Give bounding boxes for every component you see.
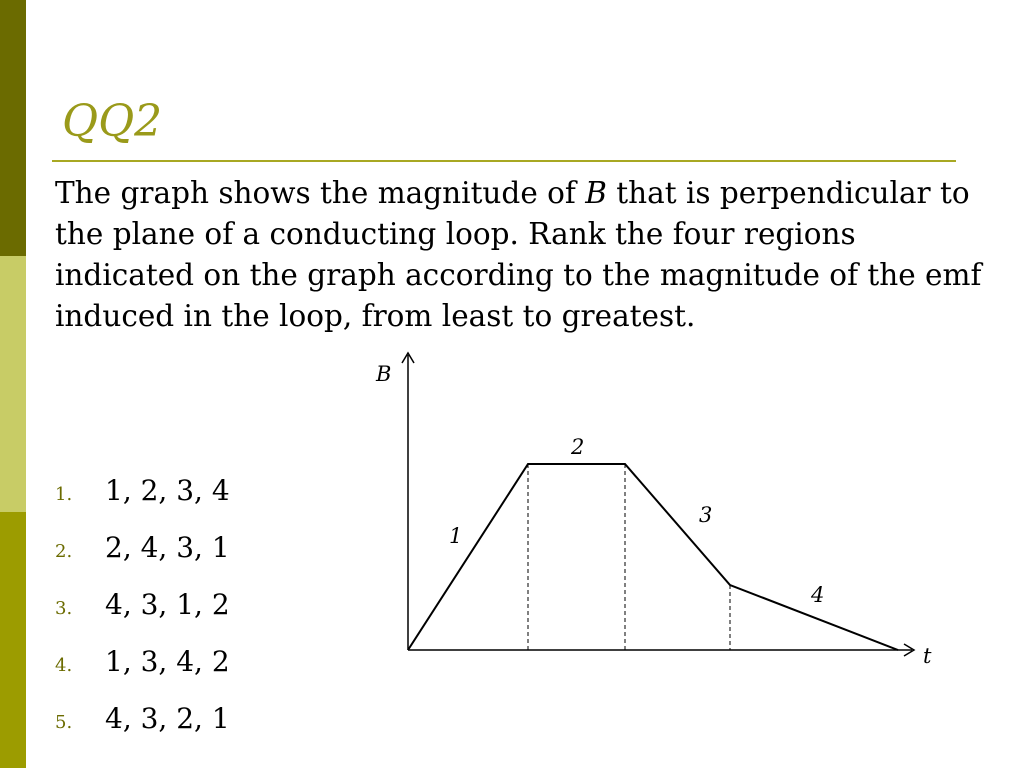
sidebar-band-top	[0, 0, 26, 256]
question-part-2: that is perpendicular to the plane of a conducting loop. Rank the four regions indicated on the graph according to the magnitude of the emf induced in the loop, from least to greatest.	[55, 176, 982, 333]
sidebar-band-middle	[0, 256, 26, 512]
title-divider	[52, 160, 956, 162]
answer-number: 3.	[55, 598, 73, 619]
answer-number: 2.	[55, 541, 73, 562]
region-label-1: 1	[449, 524, 463, 548]
y-axis-label: B	[376, 362, 392, 386]
slide-title: QQ2	[62, 96, 163, 147]
answer-text: 2, 4, 3, 1	[105, 531, 230, 564]
answer-text: 1, 3, 4, 2	[105, 645, 230, 678]
b-curve	[408, 464, 898, 650]
x-axis-label: t	[923, 644, 932, 668]
region-label-4: 4	[811, 583, 825, 607]
answer-number: 1.	[55, 484, 73, 505]
answer-text: 4, 3, 1, 2	[105, 588, 230, 621]
answer-text: 1, 2, 3, 4	[105, 474, 230, 507]
answer-text: 4, 3, 2, 1	[105, 702, 230, 735]
question-variable-b: B	[585, 176, 607, 210]
region-label-2: 2	[571, 435, 585, 459]
answer-number: 4.	[55, 655, 73, 676]
region-label-3: 3	[699, 503, 713, 527]
answer-number: 5.	[55, 712, 73, 733]
b-vs-t-graph	[360, 345, 960, 685]
question-part-1: The graph shows the magnitude of	[55, 176, 586, 210]
question-text	[55, 173, 995, 337]
sidebar-band-bottom	[0, 512, 26, 768]
